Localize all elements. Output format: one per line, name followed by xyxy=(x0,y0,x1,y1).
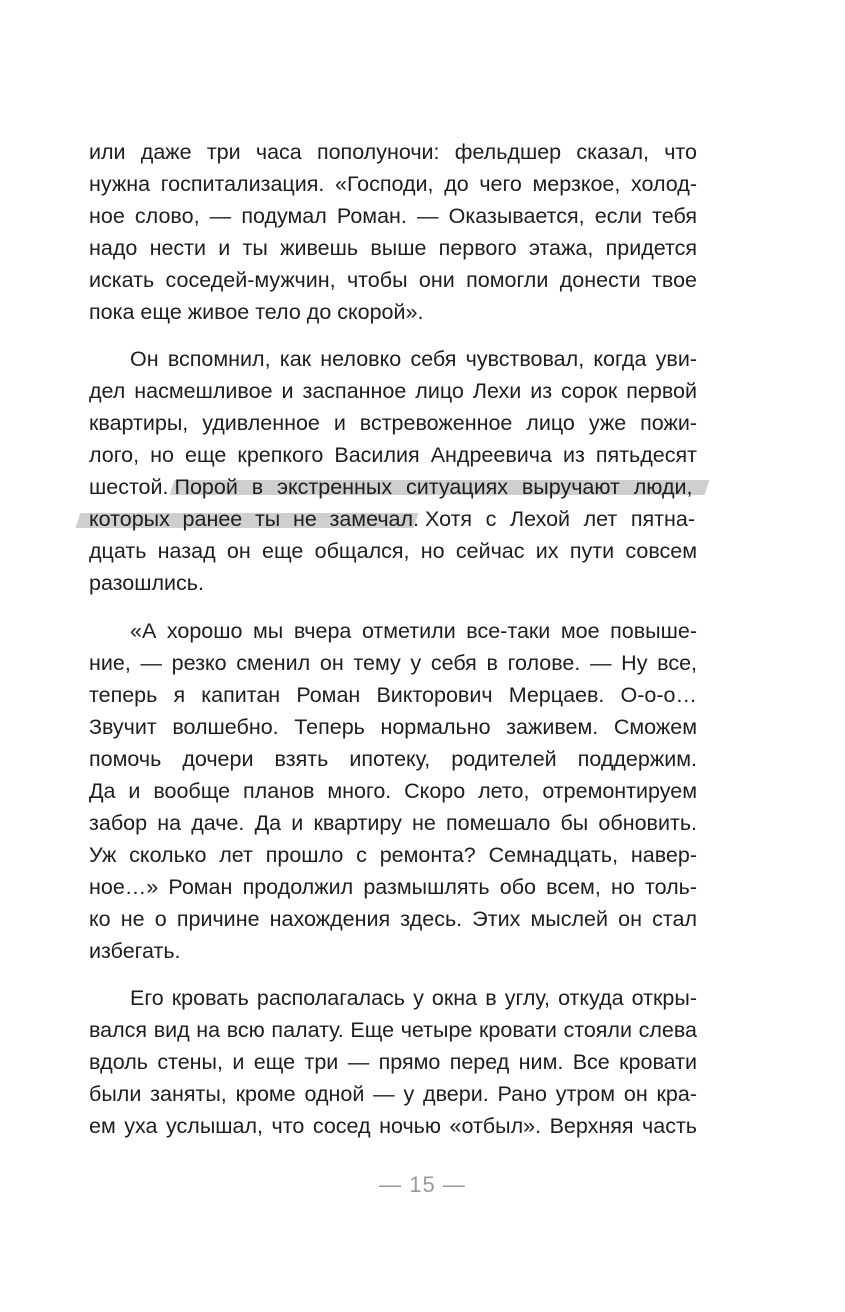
highlighted-text: которых ранее ты не замечал. xyxy=(89,507,419,531)
text-line: разошлись. xyxy=(89,571,204,595)
text-line: лого, но еще крепкого Василия Андреевича из пятьдесят xyxy=(89,443,697,467)
text-line: избегать. xyxy=(89,939,181,963)
text-line: помочь дочери взять ипотеку, родителей поддержим. xyxy=(89,747,697,771)
text-line: ем уха услышал, что сосед ночью «отбыл». Верхняя часть xyxy=(89,1114,697,1138)
text-line: Уж сколько лет прошло с ремонта? Семнадцать, навер- xyxy=(89,843,697,867)
plain-text: Хотя с Лехой лет пятна- xyxy=(424,507,695,531)
text-line: нужна госпитализация. «Господи, до чего мерзкое, холод- xyxy=(89,172,697,196)
text-line: дцать назад он еще общался, но сейчас их пути совсем xyxy=(89,539,697,563)
text-line: квартиры, удивленное и встревоженное лицо уже пожи- xyxy=(89,411,697,435)
text-line: искать соседей-мужчин, чтобы они помогли донести твое xyxy=(89,268,697,292)
text-line: теперь я капитан Роман Викторович Мерцаев. О-о-о… xyxy=(89,683,697,707)
text-line: дел насмешливое и заспанное лицо Лехи из сорок первой xyxy=(89,379,697,403)
text-line: Да и вообще планов много. Скоро лето, отремонтируем xyxy=(89,779,697,803)
text-line: «А хорошо мы вчера отметили все-таки мое повыше- xyxy=(130,619,697,643)
highlighted-text: Порой в экстренных ситуациях выручают люди, xyxy=(174,475,693,499)
text-line: надо нести и ты живешь выше первого этажа, придется xyxy=(89,236,697,260)
text-line: вдоль стены, и еще три — прямо перед ним. Все кровати xyxy=(89,1050,697,1074)
page-number: — 15 — xyxy=(379,1172,466,1197)
text-line: ное…» Роман продолжил размышлять обо всем, но толь- xyxy=(89,875,697,899)
plain-text: шестой. xyxy=(89,475,169,499)
text-line xyxy=(89,503,697,535)
text-line: пока еще живое тело до скорой». xyxy=(89,300,424,324)
text-line: Его кровать располагалась у окна в углу, откуда откры- xyxy=(130,986,697,1010)
text-line: вался вид на всю палату. Еще четыре кровати стояли слева xyxy=(89,1018,697,1042)
text-line: ние, — резко сменил он тему у себя в голове. — Ну все, xyxy=(89,651,697,675)
text-line xyxy=(89,471,697,503)
text-line: забор на даче. Да и квартиру не помешало бы обновить. xyxy=(89,811,697,835)
text-line: или даже три часа пополуночи: фельдшер сказал, что xyxy=(89,140,697,164)
text-line: ко не о причине нахождения здесь. Этих мыслей он стал xyxy=(89,907,697,931)
text-line: ное слово, — подумал Роман. — Оказывается, если тебя xyxy=(89,204,697,228)
text-line: Звучит волшебно. Теперь нормально заживем. Сможем xyxy=(89,715,697,739)
text-line: Он вспомнил, как неловко себя чувствовал, когда уви- xyxy=(130,347,697,371)
text-line: были заняты, кроме одной — у двери. Рано утром он кра- xyxy=(89,1082,697,1106)
